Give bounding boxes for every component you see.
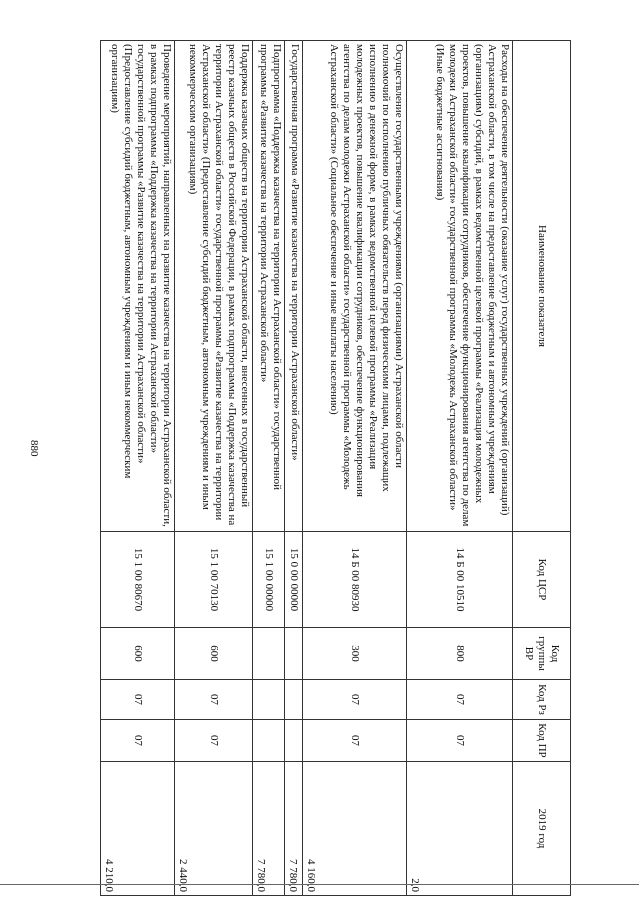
row-csr: 14 Б 00 80930 — [303, 532, 407, 628]
header-vr: Код группы ВР — [513, 628, 571, 680]
row-rz: 07 — [101, 680, 175, 720]
row-pr — [285, 720, 303, 762]
header-name: Наименование показателя — [513, 41, 571, 532]
row-pr: 07 — [303, 720, 407, 762]
row-year: 7 780,0 — [285, 762, 303, 896]
row-rz: 07 — [407, 680, 513, 720]
row-rz: 07 — [175, 680, 253, 720]
header-rz: Код Рз — [513, 680, 571, 720]
row-name: Осуществление государственными учреждениями (организациями) Астраханской области полномочий по исполнению публичных обязательств перед физическими лицами, подлежащих исполнению в денежной форме, в рамках ведомственной целевой программы «Реализация молодежных проектов, повышение квалификации сотрудников, обеспечение функционирования агентства по делам молодежи Астраханской области» государственной программы «Молодежь Астраханской области» (Социальное обеспечение и иные выплаты населению) — [303, 41, 407, 532]
row-csr: 15 0 00 00000 — [285, 532, 303, 628]
row-year: 2,0 — [407, 762, 513, 896]
row-name: Государственная программа «Развитие казачества на территории Астраханской области» — [285, 41, 303, 532]
rotated-table-container — [101, 40, 571, 895]
row-pr: 07 — [175, 720, 253, 762]
row-pr: 07 — [101, 720, 175, 762]
row-pr: 07 — [407, 720, 513, 762]
page-bottom-rule — [0, 884, 639, 885]
row-vr: 600 — [101, 628, 175, 680]
row-year: 4 210,0 — [101, 762, 175, 896]
row-year: 4 160,0 — [303, 762, 407, 896]
row-vr — [253, 628, 285, 680]
budget-table — [100, 40, 571, 896]
row-vr: 800 — [407, 628, 513, 680]
table-row — [407, 41, 513, 896]
row-vr — [285, 628, 303, 680]
row-vr: 300 — [303, 628, 407, 680]
table-row — [101, 41, 175, 896]
table-row — [175, 41, 253, 896]
row-csr: 15 1 00 80670 — [101, 532, 175, 628]
row-name: Проведение мероприятий, направленных на развитие казачества на территории Астраханской области, в рамках подпрограммы «Поддержка казачества на территории Астраханской области» государственной программы «Развитие казачества на территории Астраханской области» (Предоставление субсидий бюджетным, автономным учреждениям и иным некоммерческим организациям) — [101, 41, 175, 532]
table-row — [253, 41, 285, 896]
row-name: Поддержка казачьих обществ на территории Астраханской области, внесенных в государственный реестр казачьих обществ в Российской Федерации, в рамках подпрограммы «Поддержка казачества на территории Астраханской области» государственной программы «Развитие казачества на территории Астраханской области» (Предоставление субсидий бюджетным, автономным учреждениям и иным некоммерческим организациям) — [175, 41, 253, 532]
row-pr — [253, 720, 285, 762]
table-row — [285, 41, 303, 896]
page-number: 880 — [28, 440, 40, 457]
row-year: 7 780,0 — [253, 762, 285, 896]
row-csr: 15 1 00 00000 — [253, 532, 285, 628]
row-name: Подпрограмма «Поддержка казачества на территории Астраханской области» государственной программы «Развитие казачества на территории Астраханской области» — [253, 41, 285, 532]
table-header-row — [513, 41, 571, 896]
row-rz: 07 — [303, 680, 407, 720]
row-vr: 600 — [175, 628, 253, 680]
row-rz — [285, 680, 303, 720]
header-year: 2019 год — [513, 762, 571, 896]
row-csr: 14 Б 00 10510 — [407, 532, 513, 628]
row-name: Расходы на обеспечение деятельности (оказание услуг) государственных учреждений (организаций) Астраханской области, в том числе на предоставление бюджетным и автономным учреждениям (организациям) субсидий, в рамках ведомственной целевой программы «Реализация молодежных проектов, повышение квалификации сотрудников, обеспечение функционирования агентства по делам молодежи Астраханской области» государственной программы «Молодежь Астраханской области» (Иные бюджетные ассигнования) — [407, 41, 513, 532]
table-row — [303, 41, 407, 896]
row-year: 2 440,0 — [175, 762, 253, 896]
row-rz — [253, 680, 285, 720]
header-pr: Код ПР — [513, 720, 571, 762]
header-csr: Код ЦСР — [513, 532, 571, 628]
row-csr: 15 1 00 70130 — [175, 532, 253, 628]
